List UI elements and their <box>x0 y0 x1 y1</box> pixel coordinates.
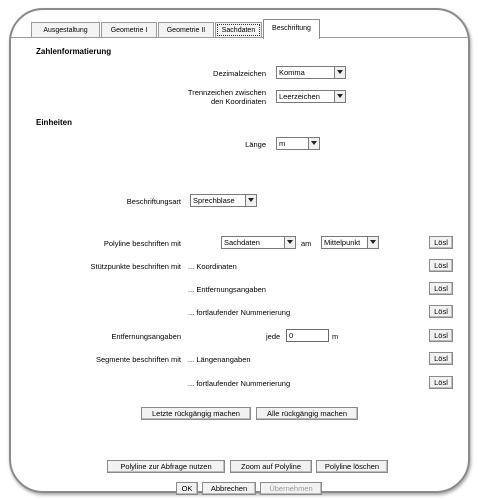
label-type-label: Beschriftungsart <box>126 197 181 206</box>
length-select-value: m <box>279 139 286 148</box>
vertices-label: Stützpunkte beschriften mit <box>90 262 181 271</box>
separator-select[interactable] <box>276 90 346 103</box>
separator-select-value: Leerzeichen <box>279 92 320 101</box>
label-type-select[interactable] <box>190 194 257 207</box>
separator-label <box>161 88 266 106</box>
polyline-select-value: Sachdaten <box>224 238 260 247</box>
undo-all-button[interactable]: Alle rückgängig machen <box>256 407 358 420</box>
decimal-label: Dezimalzeichen <box>213 69 266 78</box>
cancel-button[interactable]: Abbrechen <box>202 482 256 495</box>
chevron-down-icon <box>245 195 256 206</box>
coords-label: ... Koordinaten <box>188 262 237 271</box>
distance-unit-label: m <box>332 332 339 341</box>
decimal-select[interactable] <box>276 66 346 79</box>
polyline-select[interactable] <box>221 236 296 249</box>
undo-last-button[interactable]: Letzte rückgängig machen <box>141 407 251 420</box>
decimal-select-value: Komma <box>279 68 305 77</box>
delete-polyline-label-button[interactable]: Lösl <box>429 236 453 249</box>
length-label: Länge <box>245 140 266 149</box>
delete-distances-button[interactable]: Lösl <box>429 282 453 295</box>
ok-button[interactable]: OK <box>176 482 198 495</box>
delete-segment-numbering-button[interactable]: Lösl <box>429 376 453 389</box>
segment-numbering-label: ... fortlaufender Nummerierung <box>188 379 291 388</box>
distance-input[interactable]: 0 <box>286 329 329 342</box>
tab-sachdaten[interactable]: Sachdaten <box>215 22 262 38</box>
chevron-down-icon <box>334 67 345 78</box>
chevron-down-icon <box>284 237 295 248</box>
distances-label: ... Entfernungsangaben <box>188 285 266 294</box>
delete-numbering-button[interactable]: Lösl <box>429 305 453 318</box>
delete-coords-button[interactable]: Lösl <box>429 259 453 272</box>
zoom-to-polyline-button[interactable]: Zoom auf Polyline <box>230 460 312 473</box>
separator-label-line1: Trennzeichen zwischen <box>187 88 266 97</box>
label-type-select-value: Sprechblase <box>193 196 235 205</box>
delete-polyline-button[interactable]: Polyline löschen <box>316 460 388 473</box>
separator-label-line2: den Koordinaten <box>210 97 266 106</box>
segments-label: Segmente beschriften mit <box>95 355 181 364</box>
lengths-label: ... Längenangaben <box>188 355 251 364</box>
section-heading-number-format: Zahlenformatierung <box>36 47 112 56</box>
polyline-label: Polyline beschriften mit <box>103 239 181 248</box>
apply-button: Übernehmen <box>260 482 322 495</box>
delete-lengths-button[interactable]: Lösl <box>429 352 453 365</box>
distance-info-label: Entfernungsangaben <box>111 332 181 341</box>
tab-ausgestaltung[interactable]: Ausgestaltung <box>31 22 100 38</box>
am-label: am <box>301 239 312 248</box>
every-label: jede <box>266 332 281 341</box>
length-select[interactable] <box>276 137 320 150</box>
position-select[interactable] <box>321 236 379 249</box>
numbering-label: ... fortlaufender Nummerierung <box>188 308 291 317</box>
chevron-down-icon <box>367 237 378 248</box>
section-heading-units: Einheiten <box>36 118 73 127</box>
tab-geometrie-1[interactable]: Geometrie I <box>101 22 157 38</box>
tab-geometrie-2[interactable]: Geometrie II <box>158 22 214 38</box>
tab-beschriftung[interactable]: Beschriftung <box>263 19 320 39</box>
dialog-window <box>9 8 470 493</box>
use-polyline-for-query-button[interactable]: Polyline zur Abfrage nutzen <box>107 460 225 473</box>
chevron-down-icon <box>334 91 345 102</box>
position-select-value: Mittelpunkt <box>324 238 361 247</box>
chevron-down-icon <box>308 138 319 149</box>
delete-distance-info-button[interactable]: Lösl <box>429 329 453 342</box>
